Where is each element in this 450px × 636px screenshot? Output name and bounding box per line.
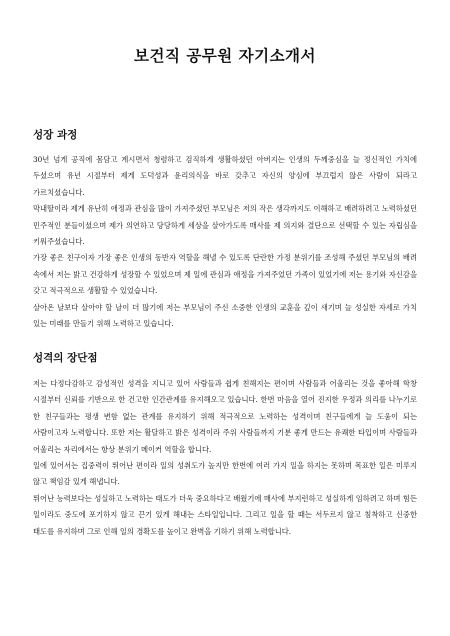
section-heading-growth: 성장 과정 [33, 129, 78, 141]
paragraph: 막내딸이라 제게 유난히 애정과 관심을 많이 가져주셨던 부모님은 저의 작은 생각까지도 이해하고 배려하려고 노력하셨던 민주적인 분들이셨으며 제가 의연하고 당당하게 세상을 살아가도록 매사를 제 의지와 결단으로 선택할 수 있는 자립심을 키워주셨습니다. [33, 204, 417, 247]
section-body-growth [33, 152, 417, 332]
paragraph: 뛰어난 능력보다는 성실하고 노력하는 태도가 더욱 중요하다고 배웠기에 매사에 부지런하고 성실하게 임하려고 하며 힘든 일이라도 중도에 포기하지 않고 끈기 있게 해내는 스타일입니다. 그리고 일을 할 때는 서두르지 않고 침착하고 신중한 태도를 유지하며 그로 인해 일의 경확도를 높이고 완벽을 기하기 위해 노력합니다. [33, 493, 417, 536]
paragraph: 30년 넘게 공직에 몸담고 계시면서 청렴하고 검직하게 생활하셨던 아버지는 인생의 두께중심을 늘 정신적인 가치에 두셨으며 유년 시절부터 제게 도덕성과 윤리의식을 바로 갖추고 자신의 양심에 부끄럽지 않은 사람이 되라고 가르치셨습니다. [33, 155, 417, 197]
paragraph: 저는 다정다감하고 감성적인 성격을 지니고 있어 사람들과 쉽게 친해지는 편이며 사람들과 어울리는 것을 좋아해 학창 시절부터 신뢰를 기반으로 한 건고한 인간관계를 유지해오고 있습니다. 한번 마음을 열어 진지한 우정과 의리를 나누기로 한 친구들과는 평생 변함 없는 관계를 유지하기 위해 적극적으로 노력하는 성격이며 친구들에게 늘 도움이 되는 사람이고자 노력합니다. 또한 저는 활달하고 밝은 성격이라 주위 사람들까지 기분 좋게 만드는 유쾌한 타입이며 사람들과 어울리는 자리에서는 항상 분위기 메이커 역할을 합니다. [33, 379, 417, 454]
paragraph: 살아온 날보다 살아야 할 날이 더 많기에 저는 부모님이 주신 소중한 인생의 교훈을 깊이 새기며 늘 성실한 자세로 가치 있는 미래를 만들기 위해 노력하고 있습니다. [33, 302, 417, 329]
document-title: 보건직 공무원 자기소개서 [134, 46, 316, 65]
section-body-personality [33, 376, 417, 540]
paragraph: 가장 좋은 친구이자 가장 좋은 인생의 동반자 역할을 해낼 수 있도록 단란한 가정 분위기를 조성해 주셨던 부모님의 배려 속에서 저는 밝고 건강하게 성장할 수 있었으며 제 일에 관심과 애정을 가져주었던 가족이 있었기에 저는 용기와 자신감을 갖고 적극적으로 생활할 수 있었습니다. [33, 253, 417, 296]
section-heading-personality: 성격의 장단점 [33, 352, 98, 364]
paragraph: 일에 있어서는 집중력이 뛰어난 편이라 일의 성취도가 높지만 한번에 여러 가지 일을 하지는 못하며 목표한 일은 미루지 않고 책임감 있게 해냅니다. [33, 461, 417, 487]
